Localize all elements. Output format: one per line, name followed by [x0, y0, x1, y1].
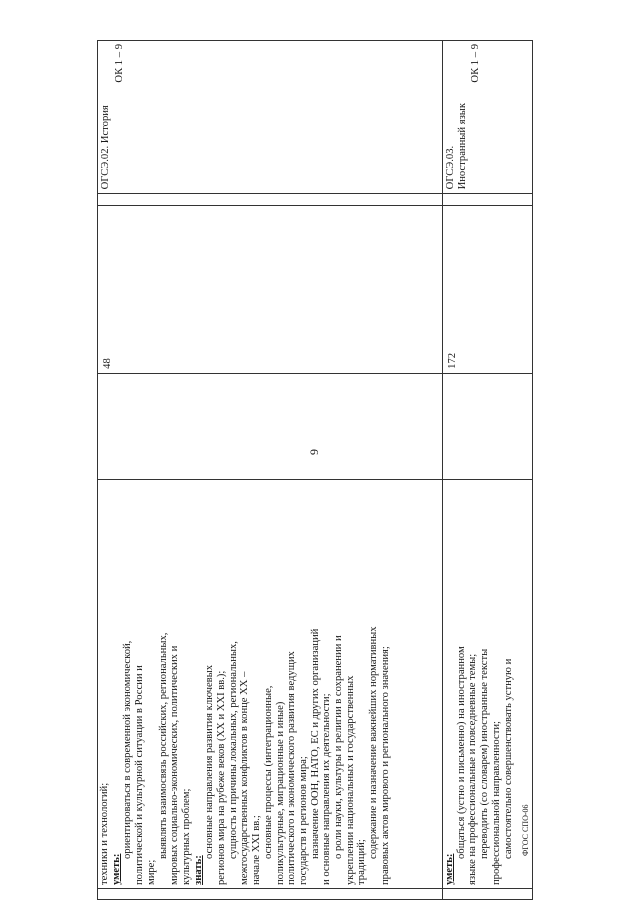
requirement-line: ориентироваться в современной экономической, — [122, 640, 134, 859]
requirement-line: содержание и назначение важнейших нормативных — [368, 626, 380, 859]
table-row — [98, 41, 443, 900]
requirement-line: политической и культурной ситуации в России и — [134, 665, 146, 885]
requirement-line: поликультурные, миграционные и иные) — [274, 701, 286, 885]
discipline-cell — [98, 41, 443, 194]
requirement-line: культурных проблем; — [180, 788, 192, 885]
requirements-cell — [443, 480, 533, 889]
hours-value: 48 — [102, 358, 113, 369]
requirement-line: общаться (устно и письменно) на иностранном — [455, 646, 467, 859]
spacer-cell — [443, 194, 533, 206]
discipline-cell — [443, 41, 533, 194]
index-cell — [98, 888, 443, 899]
competency-table-grid — [97, 40, 533, 900]
requirement-line: мире; — [145, 859, 157, 885]
hours-value: 172 — [447, 352, 458, 369]
requirement-line: самостоятельно совершенствовать устную и — [502, 658, 514, 859]
max-load-cell — [443, 373, 533, 479]
requirement-line: уметь: — [444, 853, 455, 885]
requirement-line: начале XXI вв.; — [251, 815, 263, 885]
requirement-line: регионов мира на рубеже веков (XX и XXI вв.); — [216, 670, 228, 885]
spacer-cell — [98, 194, 443, 206]
requirement-line: укреплении национальных и государственных — [344, 675, 356, 885]
discipline-name: ОГСЭ.02. История — [100, 105, 111, 190]
requirement-line: межгосударственных конфликтов в конце XX – — [239, 671, 251, 885]
requirement-line: языке на профессиональные и повседневные темы; — [467, 653, 479, 885]
requirements-text — [98, 480, 392, 888]
requirement-line: техники и технологий; — [99, 782, 110, 885]
max-load-cell — [98, 373, 443, 479]
competency-code: ОК 1 – 9 — [113, 44, 125, 83]
hours-cell — [98, 206, 443, 373]
requirement-line: мировых социально-экономических, политических и — [169, 645, 181, 885]
requirement-line: о роли науки, культуры и религии в сохранении и — [333, 635, 345, 859]
requirement-line: знать: — [192, 855, 204, 885]
requirement-line: переводить (со словарем) иностранные тексты — [479, 648, 491, 859]
requirement-line: основные направления развития ключевых — [204, 664, 216, 859]
table-row — [443, 41, 533, 900]
requirements-cell — [98, 480, 443, 889]
competency-table — [97, 40, 532, 900]
index-cell — [443, 888, 533, 899]
competency-code: ОК 1 – 9 — [470, 44, 482, 83]
requirement-line: профессиональной направленности; — [490, 721, 502, 885]
requirement-line: государств и регионов мира; — [297, 756, 309, 885]
requirement-line: основные процессы (интеграционные, — [262, 685, 274, 859]
requirement-line: сущность и причины локальных, региональных, — [227, 641, 239, 859]
requirement-line: традиций; — [356, 839, 368, 885]
discipline-name: ОГСЭ.03. Иностранный язык — [445, 102, 468, 190]
requirement-line: политического и экономического развития ведущих — [286, 651, 298, 885]
hours-cell — [443, 206, 533, 373]
requirement-line: назначение ООН, НАТО, ЕС и других организаций — [309, 628, 321, 859]
page-number: 9 — [307, 449, 321, 455]
requirement-line: выявлять взаимосвязь российских, региональных, — [157, 632, 169, 859]
requirement-line: и основные направления их деятельности; — [321, 693, 333, 885]
document-footer: ФГОС СПО-06 — [521, 804, 530, 856]
requirement-line: правовых актов мирового и регионального значения; — [379, 646, 391, 885]
requirement-line: уметь: — [110, 853, 122, 885]
requirements-text — [443, 480, 514, 888]
